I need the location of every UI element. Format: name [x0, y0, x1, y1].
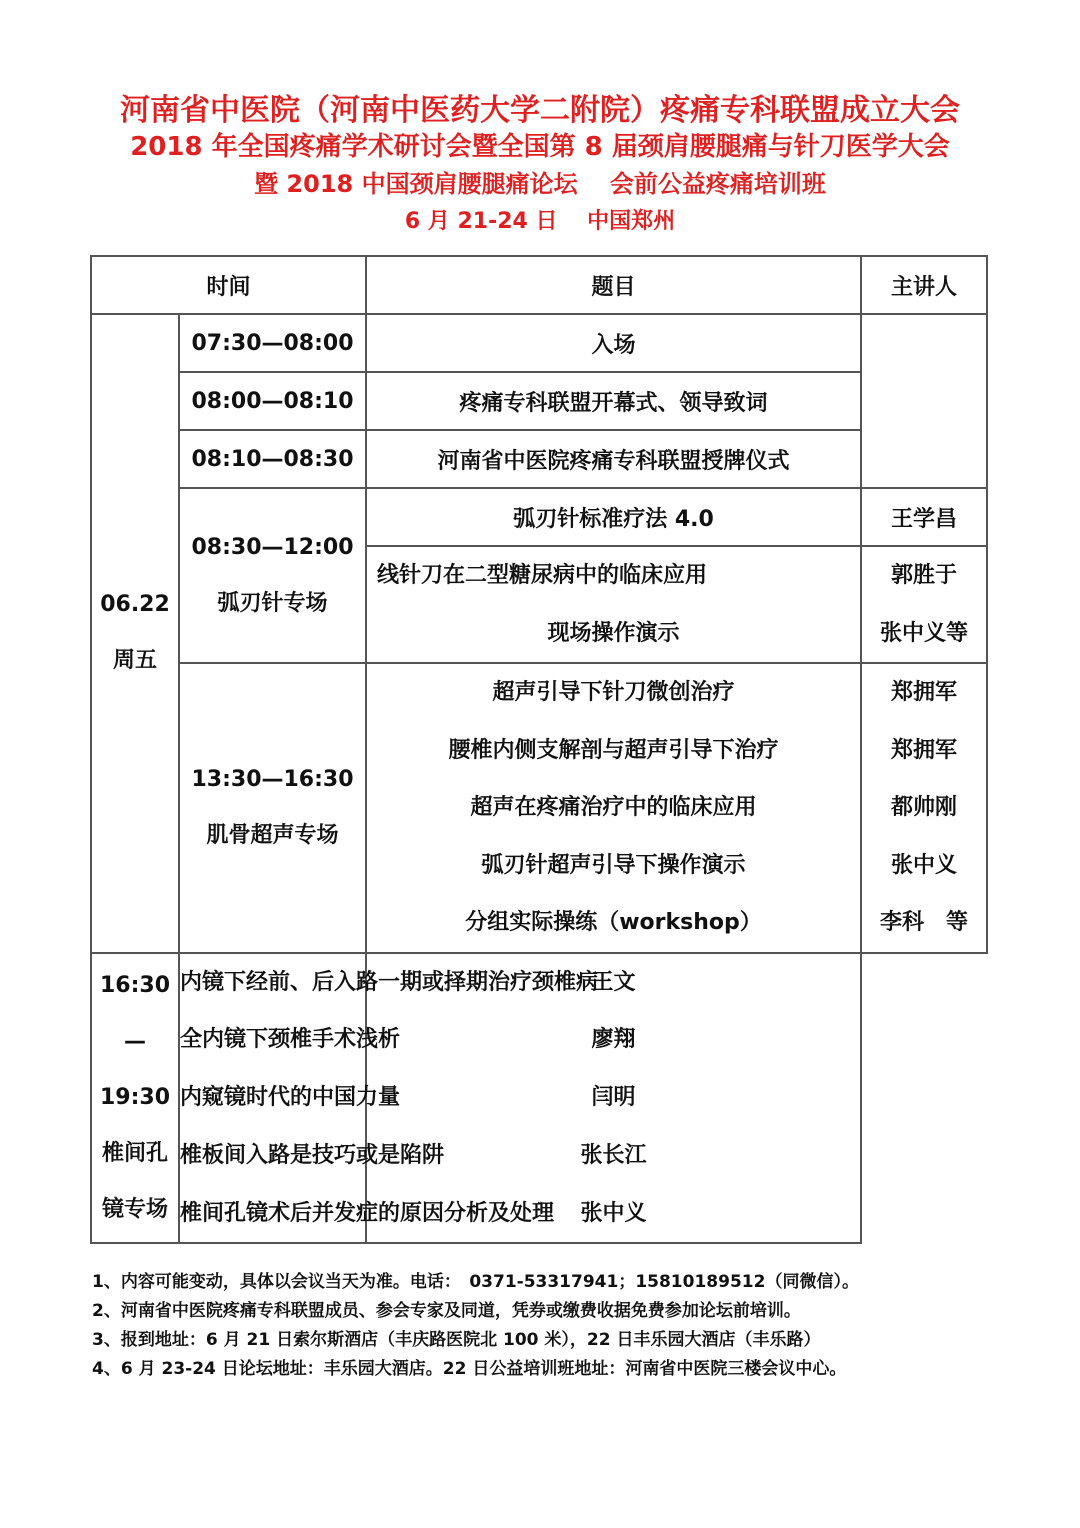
title-line-3: 暨 2018 中国颈肩腰腿痛论坛 会前公益疼痛培训班 [254, 170, 826, 198]
topic-line: 超声引导下针刀微创治疗 [492, 680, 735, 705]
date-weekday: 周五 [112, 648, 157, 674]
topic-cell [179, 953, 599, 1244]
session-name: 椎间孔镜专场 [101, 1140, 168, 1222]
header-topic: 题目 [366, 256, 861, 314]
time-cell: 08:00—08:10 [179, 372, 366, 430]
speaker-cell-empty [861, 314, 987, 488]
date-day: 06.22 [100, 592, 170, 618]
speaker-line: 廖翔 [591, 1027, 636, 1053]
session-time: 16:30—19:30 [99, 972, 171, 1110]
topic-line: 超声在疼痛治疗中的临床应用 [470, 795, 757, 820]
topic-cell [366, 546, 861, 663]
topic-line: 弧刃针超声引导下操作演示 [481, 852, 746, 878]
table-row [91, 314, 987, 372]
speaker-cell [366, 953, 861, 1244]
speaker-cell [861, 546, 987, 663]
time-cell: 08:10—08:30 [179, 430, 366, 488]
topic-line: 椎板间入路是技巧或是陷阱 [180, 1142, 445, 1168]
date-cell [91, 314, 179, 953]
topic-line: 腰椎内侧支解剖与超声引导下治疗 [448, 737, 779, 763]
speaker-cell: 王学昌 [861, 488, 987, 546]
note-line: 1、内容可能变动，具体以会议当天为准。电话： 0371-53317941；15810189512（同微信）。 [92, 1272, 859, 1292]
session-name: 弧刃针专场 [217, 590, 328, 616]
speaker-line: 都帅刚 [891, 795, 958, 820]
time-cell: 07:30—08:00 [179, 314, 366, 372]
note-line: 4、6 月 23-24 日论坛地址：丰乐园大酒店。22 日公益培训班地址：河南省中医院三楼会议中心。 [92, 1359, 847, 1379]
schedule-table [90, 255, 988, 1244]
session-time: 08:30—12:00 [191, 534, 354, 560]
table-row [91, 488, 987, 546]
table-row [91, 430, 987, 488]
table-row [91, 372, 987, 430]
topic-cell: 疼痛专科联盟开幕式、领导致词 [366, 372, 861, 430]
topic-line: 现场操作演示 [547, 620, 680, 646]
session-cell [179, 488, 366, 663]
session-cell [179, 663, 366, 953]
title-line-1: 河南省中医院（河南中医药大学二附院）疼痛专科联盟成立大会 [120, 93, 960, 128]
table-row [91, 953, 987, 1244]
title-line-4: 6 月 21-24 日 中国郑州 [404, 209, 676, 234]
note-line: 2、河南省中医院疼痛专科联盟成员、参会专家及同道，凭券或缴费收据免费参加论坛前培训。 [92, 1301, 801, 1321]
topic-line: 线针刀在二型糖尿病中的临床应用 [377, 563, 708, 588]
topic-cell: 弧刃针标准疗法 4.0 [366, 488, 861, 546]
topic-cell [366, 663, 861, 953]
speaker-line: 张中义 [891, 852, 958, 878]
topic-line: 椎间孔镜术后并发症的原因分析及处理 [180, 1200, 555, 1226]
topic-line: 分组实际操练（workshop） [465, 910, 762, 935]
topic-line: 内镜下经前、后入路一期或择期治疗颈椎病 [180, 969, 599, 995]
speaker-line: 郑拥军 [891, 737, 958, 763]
session-name: 肌骨超声专场 [206, 822, 339, 848]
topic-line: 内窥镜时代的中国力量 [180, 1085, 401, 1111]
topic-cell: 入场 [366, 314, 861, 372]
speaker-line: 郭胜于 [891, 563, 958, 588]
speaker-line: 郑拥军 [891, 680, 958, 705]
speaker-line: 李科 等 [880, 910, 969, 935]
speaker-line: 张中义 [580, 1200, 647, 1226]
note-line: 3、报到地址：6 月 21 日索尔斯酒店（丰庆路医院北 100 米），22 日丰乐园大酒店（丰乐路） [92, 1330, 821, 1350]
header-time: 时间 [91, 256, 366, 314]
session-cell [91, 953, 179, 1244]
topic-cell: 河南省中医院疼痛专科联盟授牌仪式 [366, 430, 861, 488]
document-header [0, 92, 1080, 240]
topic-line: 全内镜下颈椎手术浅析 [180, 1027, 401, 1053]
notes-section [92, 1268, 1012, 1384]
speaker-line: 张中义等 [880, 620, 969, 646]
speaker-line: 闫明 [591, 1085, 636, 1111]
title-line-2: 2018 年全国疼痛学术研讨会暨全国第 8 届颈肩腰腿痛与针刀医学大会 [130, 132, 950, 162]
header-speaker: 主讲人 [861, 256, 987, 314]
table-header-row [91, 256, 987, 314]
speaker-line: 张长江 [580, 1142, 647, 1168]
speaker-cell [861, 663, 987, 953]
speaker-line: 王文 [591, 969, 636, 995]
session-time: 13:30—16:30 [191, 766, 354, 792]
